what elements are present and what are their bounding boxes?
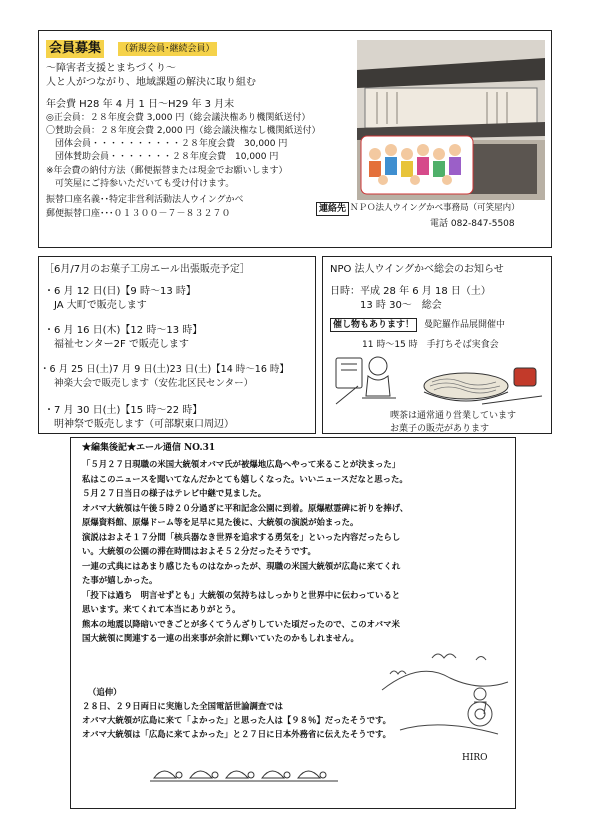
recruit-mission: 人と人がつながり、地域課題の解決に取り組む (46, 77, 256, 88)
editorial-paragraph: 一連の式典にはあまり感じたものはなかったが、現職の米国大統領が広島に来てくれ (82, 560, 401, 571)
account-number: 郵便振替口座･･･０１３００－７－８３２７０ (46, 209, 231, 219)
recruit-subtitle: （新規会員･継続会員） (120, 44, 215, 54)
contact-tel: 電話 082-847-5508 (430, 219, 515, 229)
sweets-item-place: 明神祭で販売します（可部駅東口周辺） (54, 419, 234, 430)
editorial-paragraph: 演説はおよそ１７分間「核兵器なき世界を追求する勇気を」といった内容だったらし (82, 531, 401, 542)
contact-label: 連絡先 (316, 202, 349, 216)
soba-illustration (332, 352, 546, 410)
editorial-paragraph: い。大統領の公園の滞在時間はおよそ５２分だったそうです。 (82, 546, 316, 556)
ps-line: オバマ大統領が広島に来て「よかった」と思った人は【９８％】だったそうです。 (82, 715, 392, 725)
event-label: 催し物もあります！ (330, 318, 417, 332)
sweets-note: お菓子の販売があります (390, 424, 490, 434)
meeting-time: 13 時 30～ 総会 (330, 300, 442, 311)
storefront-photo (357, 40, 545, 200)
fee-regular: ◎正会員：２８年度会費 3,000 円（総会議決権あり機関紙送付） (46, 113, 311, 123)
sweets-item-date: ・6 月 12 日(日)【9 時～13 時】 (44, 286, 196, 297)
editorial-paragraph: 国大統領に関連する一連の出来事が余計に輝いていたのかもしれません。 (82, 633, 359, 643)
editorial-paragraph: 思います。来てくれて本当にありがとう。 (82, 604, 241, 614)
editorial-paragraph: 原爆資料館、原爆ドーム等を足早に見た後に、大統領の演説が始まった。 (82, 517, 359, 527)
meeting-title: NPO 法人ウイングかべ総会のお知らせ (330, 264, 504, 275)
sweets-item-place: 福祉センター2F で販売します (54, 339, 189, 350)
sweets-item-date: ・6 月 25 日(土)7 月 9 日(土)23 日(土)【14 時～16 時】 (40, 364, 289, 375)
ps-label: （追伸） (88, 687, 122, 697)
sweets-item-place: 神楽大会で販売します（安佐北区民センター） (54, 378, 254, 389)
editorial-paragraph: た事が嬉しかった。 (82, 575, 158, 585)
landscape-sketch (380, 630, 510, 748)
turtle-illustrations (150, 762, 340, 784)
recruit-title: 会員募集 (46, 40, 104, 58)
editorial-body (82, 457, 512, 646)
ps-line: ２８日、２９日両日に実施した全国電話世論調査では (82, 701, 283, 711)
fee-supporting: 〇賛助会員：２８年度会費 2,000 円（総会議決権なし機関紙送付） (46, 126, 321, 136)
payment-note: ※年会費の納付方法（郵便振替または現金でお願いします） (46, 166, 288, 176)
fee-heading: 年会費 H28 年 4 月 1 日～H29 年 3 月末 (46, 99, 235, 110)
sweets-item-date: ・7 月 30 日(土)【15 時～22 時】 (44, 405, 203, 416)
payment-note-2: 可笑屋にご持参いただいても受け付けます。 (46, 179, 235, 189)
ps-line: オバマ大統領は「広島に来てよかった」と２７日に日本外務省に伝えたそうです。 (82, 729, 392, 739)
editorial-heading: ★編集後記★エール通信 NO.31 (82, 443, 216, 453)
editorial-paragraph: 「５月２７日現職の米国大統領オバマ氏が被爆地広島へやって来ることが決まった」 (82, 459, 401, 469)
sweets-title: ［6月/7月のお菓子工房エール出張販売予定］ (44, 264, 250, 275)
sweets-item-date: ・6 月 16 日(木)【12 時～13 時】 (44, 325, 203, 336)
fee-group-supporting: 団体賛助会員・・・・・・・２８年度会費 10,000 円 (46, 152, 279, 162)
fee-group: 団体会員・・・・・・・・・・２８年度会費 30,000 円 (46, 139, 288, 149)
editorial-paragraph: 私はこのニュースを聞いてなんだかとても嬉しくなった。いいニュースだなと思った。 (82, 473, 408, 484)
editorial-paragraph: ５月２７日当日の様子はテレビ中継で見ました。 (82, 488, 267, 498)
editorial-paragraph: オバマ大統領は午後５時２０分過ぎに平和記念公園に到着。原爆慰霊碑に祈りを捧げ、 (82, 502, 409, 513)
recruit-tagline: ～障害者支援とまちづくり～ (46, 63, 176, 74)
editorial-paragraph: 「投下は過ち 明言せずとも」大統領の気持ちはしっかりと世界中に伝わっていると (82, 589, 401, 600)
sweets-item-place: JA 大町で販売します (54, 300, 147, 311)
cafe-note: 喫茶は通常通り営業しています (390, 411, 517, 421)
contact-org: ＮＰＯ法人ウイングかべ事務局（可笑屋内） (350, 203, 520, 213)
event-time: 11 時～15 時 手打ちそば実食会 (362, 340, 499, 350)
editorial-paragraph: 熊本の地震以降暗いできごとが多くてうんざりしていた頃だったので、このオバマ米 (82, 618, 400, 629)
event-desc: 曼陀羅作品展開催中 (424, 320, 506, 330)
signature: HIRO (462, 753, 488, 763)
account-name: 振替口座名義･･特定非営利活動法人ウイングかべ (46, 195, 244, 205)
meeting-date: 日時：平成 28 年 6 月 18 日（土） (330, 286, 491, 297)
